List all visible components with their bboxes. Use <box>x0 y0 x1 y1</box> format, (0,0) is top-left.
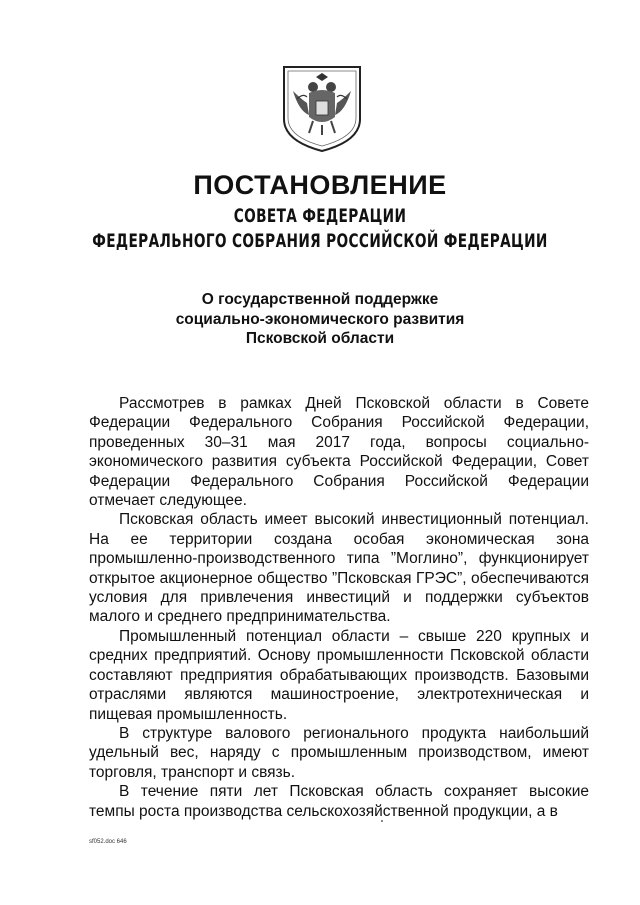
file-code: sf052.doc 646 <box>89 839 127 845</box>
body-paragraph: Рассмотрев в рамках Дней Псковской области в Совете Федерации Федерального Собрания Российской Федерации, проведенных 30–31 мая 2017 года, вопросы социально-экономического развития субъекта Российской Федерации, Совет Федерации Федерального Собрания Российской Федерации отмечает следующее. <box>89 395 589 510</box>
resolution-heading <box>0 290 640 349</box>
body-paragraph: Промышленный потенциал области – свыше 220 крупных и средних предприятий. Основу промышленности Псковской области составляют предприятия обрабатывающих производств. Базовыми отраслями являются машиностроение, электротехническая и пищевая промышленность. <box>89 627 589 723</box>
scan-mark <box>381 820 383 822</box>
heading-line: О государственной поддержке <box>201 291 439 308</box>
heading-line: Псковской области <box>245 330 395 347</box>
coat-of-arms-icon <box>279 63 365 153</box>
document-title: ПОСТАНОВЛЕНИЕ <box>193 170 447 200</box>
body-paragraph: Псковская область имеет высокий инвестиционный потенциал. На ее территории создана особая экономическая зона промышленно-производственного типа ”Моглино”, функционирует открытое акционерное общество ”Псковская ГРЭС”, обеспечиваются условия для привлечения инвестиций и поддержки субъектов малого и среднего предпринимательства. <box>89 511 589 626</box>
body-paragraph: В течение пяти лет Псковская область сохраняет высокие темпы роста производства сельскохозяйственной продукции, а в <box>89 783 589 820</box>
heading-line: социально-экономического развития <box>175 310 465 328</box>
body-paragraph: В структуре валового регионального продукта наибольший удельный вес, наряду с промышленным производством, имеют торговля, транспорт и связь. <box>89 724 589 781</box>
issuer-line-1: СОВЕТА ФЕДЕРАЦИИ <box>233 205 407 227</box>
document-body <box>89 394 589 821</box>
issuer-line-2: ФЕДЕРАЛЬНОГО СОБРАНИЯ РОССИЙСКОЙ ФЕДЕРАЦИИ <box>92 230 548 252</box>
